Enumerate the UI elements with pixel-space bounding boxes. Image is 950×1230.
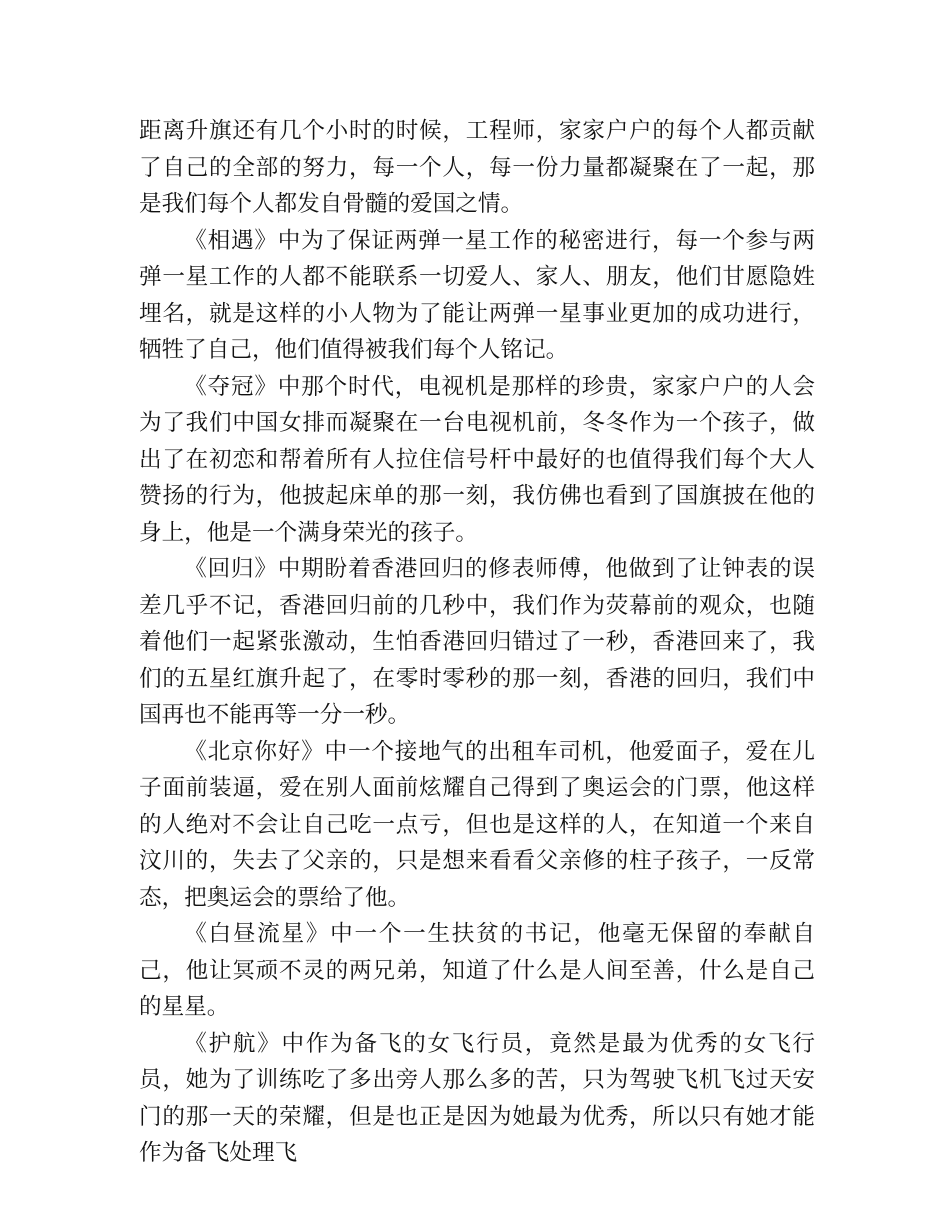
paragraph-1: 距离升旗还有几个小时的时候，工程师，家家户户的每个人都贡献了自己的全部的努力，每一个人，每一份力量都凝聚在了一起，那是我们每个人都发自骨髓的爱国之情。 bbox=[139, 118, 815, 217]
document-body bbox=[139, 113, 815, 1172]
paragraph-2: 《相遇》中为了保证两弹一星工作的秘密进行，每一个参与两弹一星工作的人都不能联系一切爱人、家人、朋友，他们甘愿隐姓埋名，就是这样的小人物为了能让两弹一星事业更加的成功进行，牺牲了自己，他们值得被我们每个人铭记。 bbox=[139, 227, 815, 363]
paragraph-3: 《夺冠》中那个时代，电视机是那样的珍贵，家家户户的人会为了我们中国女排而凝聚在一台电视机前，冬冬作为一个孩子，做出了在初恋和帮着所有人拉住信号杆中最好的也值得我们每个大人赞扬的行为，他披起床单的那一刻，我仿佛也看到了国旗披在他的身上，他是一个满身荣光的孩子。 bbox=[139, 373, 815, 546]
paragraph-6: 《白昼流星》中一个一生扶贫的书记，他毫无保留的奉献自己，他让冥顽不灵的两兄弟，知道了什么是人间至善，什么是自己的星星。 bbox=[139, 921, 815, 1020]
paragraph-7: 《护航》中作为备飞的女飞行员，竟然是最为优秀的女飞行员，她为了训练吃了多出旁人那么多的苦，只为驾驶飞机飞过天安门的那一天的荣耀，但是也正是因为她最为优秀，所以只有她才能作为备飞处理飞 bbox=[139, 1030, 815, 1166]
paragraph-5: 《北京你好》中一个接地气的出租车司机，他爱面子，爱在儿子面前装逼，爱在别人面前炫耀自己得到了奥运会的门票，他这样的人绝对不会让自己吃一点亏，但也是这样的人，在知道一个来自汶川的，失去了父亲的，只是想来看看父亲修的柱子孩子，一反常态，把奥运会的票给了他。 bbox=[139, 738, 815, 911]
paragraph-4: 《回归》中期盼着香港回归的修表师傅，他做到了让钟表的误差几乎不记，香港回归前的几秒中，我们作为荧幕前的观众，也随着他们一起紧张激动，生怕香港回归错过了一秒，香港回来了，我们的五星红旗升起了，在零时零秒的那一刻，香港的回归，我们中国再也不能再等一分一秒。 bbox=[139, 556, 815, 728]
